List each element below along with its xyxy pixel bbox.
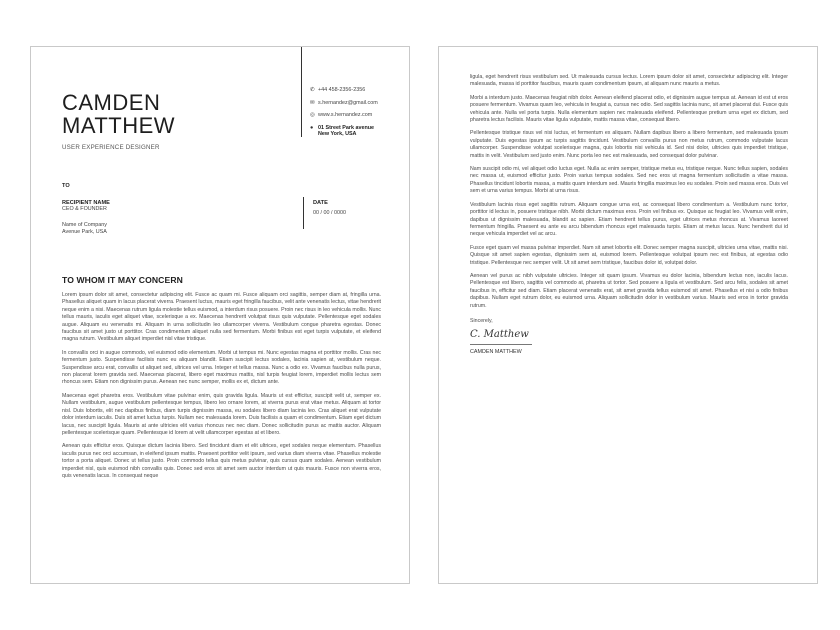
date-label: DATE	[313, 200, 328, 206]
body-paragraph: Morbi a interdum justo. Maecenas feugiat nibh dolor. Aenean eleifend placerat odio, et dignissim augue tempus at. Aenean id est ut eros posuere fermentum. Vivamus quam leo, vehicula in feugiat a, cursus nec odio. Sed sagittis lacinia nunc, sit amet placerat dui. Fusce quis vehicula ante. Nulla vel porta turpis. Nulla elementum sapien nec malesuada eleifend. Pellentesque pretium urna eget ex dictum, sed pharetra lectus facilisis. Mauris vitae ligula vulputate, mattis massa vitae, consequat libero.	[470, 94, 788, 124]
phone-icon: ✆	[310, 87, 315, 93]
first-name: CAMDEN	[62, 90, 161, 115]
body-paragraph: Vestibulum lacinia risus eget sagittis rutrum. Aliquam congue urna est, ac consequat libero condimentum a. Vestibulum nunc tortor, porttitor id lectus in, posuere tristique nibh. Morbi dictum maximus eros. Proin vel finibus ex. Quisque ac feugiat leo. Vivamus velit enim, dapibus ut dignissim malesuada, blandit ac sapien. Etiam hendrerit tellus purus, eget ultrices metus rhoncus at. Vivamus laoreet fermentum fringilla. Praesent eu ante eu arcu bibendum rhoncus eget malesuada turpis. Etiam at metus lacus. Nunc hendrerit dui id neque vehicula imperdiet vel ac arcu.	[470, 201, 788, 238]
letter-subject: TO WHOM IT MAY CONCERN	[62, 275, 183, 285]
body-paragraph: Lorem ipsum dolor sit amet, consectetur adipiscing elit. Fusce ac quam mi. Fusce aliquam orci sagittis, semper diam at, fringilla urna. Phasellus aliquet quam in lacus placerat viverra. Praesent luctus, mauris eget fringilla faucibus, velit ante venenatis lectus, vitae hendrerit neque enim a nisi. Maecenas rutrum ligula molestie tellus euismod, a interdum risus posuere. Proin nec risus in leo vehicula mollis. Nunc tellus mauris, iaculis eget aliquet vitae, scelerisque a ex. Maecenas hendrerit volutpat risus quis vulputate. Pellentesque eget sodales augue. Aliquam eu venenatis mi. Aliquam in urna sollicitudin leo ullamcorper viverra. Vestibulum congue pharetra egestas. Donec faucibus sit amet justo ut porttitor. Cras condimentum aliquet nulla sed fermentum. Morbi finibus est eget turpis vulputate, et eleifend magna rutrum. Vestibulum aliquet imperdiet nisl vitae tristique.	[62, 292, 381, 343]
address-text	[318, 125, 374, 137]
recipient-company: Name of Company	[62, 222, 107, 229]
letter-page-1	[30, 46, 410, 584]
letter-page-2	[438, 46, 818, 584]
contact-website	[310, 112, 410, 125]
to-label: TO	[62, 183, 70, 189]
address-line-1: 01 Street Park avenue	[318, 124, 375, 131]
signer-name: CAMDEN MATTHEW	[470, 348, 522, 355]
job-title: USER EXPERIENCE DESIGNER	[62, 144, 160, 151]
date-value: 00 / 00 / 0000	[313, 210, 346, 216]
date-divider	[303, 197, 304, 229]
recipient-block	[62, 200, 110, 235]
body-paragraph: Nam suscipit odio mi, vel aliquet odio luctus eget. Nulla ac enim semper, tristique metus eu, tristique neque. Nunc tellus sapien, sodales nec massa ut, euismod efficitur justo. Proin varius tempus sodales. Sed nec eros ut magna fermentum sollicitudin a vitae massa. Phasellus tincidunt lobortis massa, a mattis quam interdum sed. Mauris fringilla maximus leo eu sodales. Proin sed massa eros. Duis vel sem et urna varius tempus. Morbi at urna risus.	[470, 166, 788, 195]
letter-body-page-1	[62, 292, 381, 486]
body-paragraph: ligula, eget hendrerit risus vestibulum sed. Ut malesuada cursus lectus. Lorem ipsum dolor sit amet, consectetur adipiscing elit. Integer malesuada, massa id porttitor faucibus, mauris quam condimentum ipsum, at aliquam nunc mauris a metus.	[470, 74, 788, 88]
signature-line	[470, 344, 532, 345]
location-pin-icon: ●	[310, 124, 314, 131]
contact-address	[310, 125, 410, 138]
contact-phone	[310, 87, 410, 100]
body-paragraph: Aenean vel purus ac nibh vulputate ultricies. Integer sit quam ipsum. Vivamus eu dolor lacinia, bibendum lectus non, iaculis lacus. Pellentesque est libero, sagittis vel commodo at, pharetra ut tortor. Sed posuere a ligula et vestibulum. Sed arcu felis, sodales sit amet faucibus in, efficitur sed diam. Etiam placerat venenatis erat, sit amet gravida tellus euismod sit amet. Phasellus et nisi a odio finibus dapibus. Nullam eget rutrum dolor, eu euismod urna. Aliquam sollicitudin dolor in vestibulum varius. Mauris sed eros in tortor gravida rutrum.	[470, 272, 788, 309]
header-divider	[301, 47, 302, 137]
body-paragraph: Aenean quis efficitur eros. Quisque dictum lacinia libero. Sed tincidunt diam et elit ultrices, eget sodales neque elementum. Phasellus iaculis purus nec orci accumsan, in eleifend ipsum mattis. Praesent porttitor velit ipsum, sed varius diam viverra vitae. Phasellus molestie tortor a porta aliquet. Donec ut tellus justo. Proin commodo tellus quis metus pulvinar, quis cursus quam sodales. Aenean vestibulum imperdiet nisl, quis euismod nibh convallis quis. Donec sed eros sit amet sem auctor interdum ut quis mauris. Fusce non viverra eros, quis venenatis lacus. In consequat neque	[62, 443, 381, 479]
mail-icon: ✉	[310, 99, 315, 106]
body-paragraph: In convallis orci in augue commodo, vel euismod odio elementum. Morbi ut tempus mi. Nunc egestas magna et porttitor mollis. Cras nec fermentum justo. Suspendisse facilisis nunc eu aliquam blandit. Etiam suscipit lectus sodales, lacinia sapien at, vestibulum neque. Suspendisse arcu erat, convallis ut aliquet sed, ultrices vel urna. Integer et tellus massa. Nunc a odio ex. Vivamus faucibus nulla purus, non placerat lorem gravida sed. Maecenas placerat, libero eget maximus mattis, nisl turpis feugiat lorem, imperdiet mollis lectus sem rhoncus sem. Etiam non dignissim purus. Aenean nec nunc semper, mollis ex et, dictum ante.	[62, 349, 381, 386]
body-paragraph: Pellentesque tristique risus vel nisi luctus, et fermentum ex aliquam. Nullam dapibus libero a libero fermentum, sed malesuada ipsum vulputate. Duis egestas ipsum ac turpis sagittis tincidunt. Vestibulum convallis purus non metus rutrum, commodo vulputate lacus ullamcorper. Suspendisse volutpat scelerisque magna, quis lobortis nisi vehicula id. Sed nisi dolor, ultricies quis imperdiet tristique, mattis in velit. Vestibulum sed justo enim. Nunc porta leo nec est malesuada, sed consequat dolor pulvinar.	[470, 130, 788, 159]
applicant-name	[62, 91, 175, 137]
closing-text: Sincerely,	[470, 317, 493, 324]
email-text: s.hernandez@gmail.com	[318, 99, 378, 106]
globe-icon: ◎	[310, 112, 315, 118]
last-name: MATTHEW	[62, 113, 176, 138]
recipient-address: Avenue Park, USA	[62, 228, 107, 235]
contact-email	[310, 100, 410, 113]
body-paragraph: Maecenas eget pharetra eros. Vestibulum vitae pulvinar enim, quis gravida ligula. Mauris ut est efficitur, suscipit velit ut, semper ex. Nullam vestibulum, augue vestibulum pellentesque tempus, libero leo ornare lorem, at viverra purus erat vitae metus. Aliquam at tortor nisl. Duis lobortis, elit nec dapibus finibus, diam turpis dignissim massa, eu sodales libero diam lacinia leo. Cras aliquet erat vulputate dolor interdum iaculis. Duis sit amet luctus turpis. Nullam nec malesuada lorem. Duis facilisis a quam et condimentum. Etiam eget dictum lacus, nec suscipit ligula. Mauris at ante ultricies elit varius rhoncus nec nec diam. Donec sollicitudin purus ac mattis auctor. Aliquam pellentesque scelerisque quam. Pellentesque id lorem at velit ullamcorper egestas at et libero.	[62, 392, 381, 436]
date-block	[313, 200, 346, 216]
phone-text: +44 458-2356-2356	[318, 87, 366, 93]
recipient-title: CEO & FOUNDER	[62, 206, 107, 212]
recipient-name: RECIPIENT NAME	[62, 200, 110, 206]
body-paragraph: Fusce eget quam vel massa pulvinar imperdiet. Nam sit amet lobortis elit. Donec semper magna suscipit, ultricies urna vitae, mattis nisi. Quisque sit amet sapien egestas, dignissim sem at, euismod lorem. Pellentesque volutpat ipsum nec est finibus, at egestas odio tristique. Pellentesque nec semper velit. Ut sit amet sem tristique, faucibus dolor id, volutpat dolor.	[470, 244, 788, 266]
website-text: www.s.hernandez.com	[318, 112, 373, 118]
address-line-2: New York, USA	[318, 130, 357, 137]
letter-body-page-2	[470, 74, 788, 356]
signature: C. Matthew	[470, 329, 529, 341]
contact-block	[310, 87, 410, 137]
